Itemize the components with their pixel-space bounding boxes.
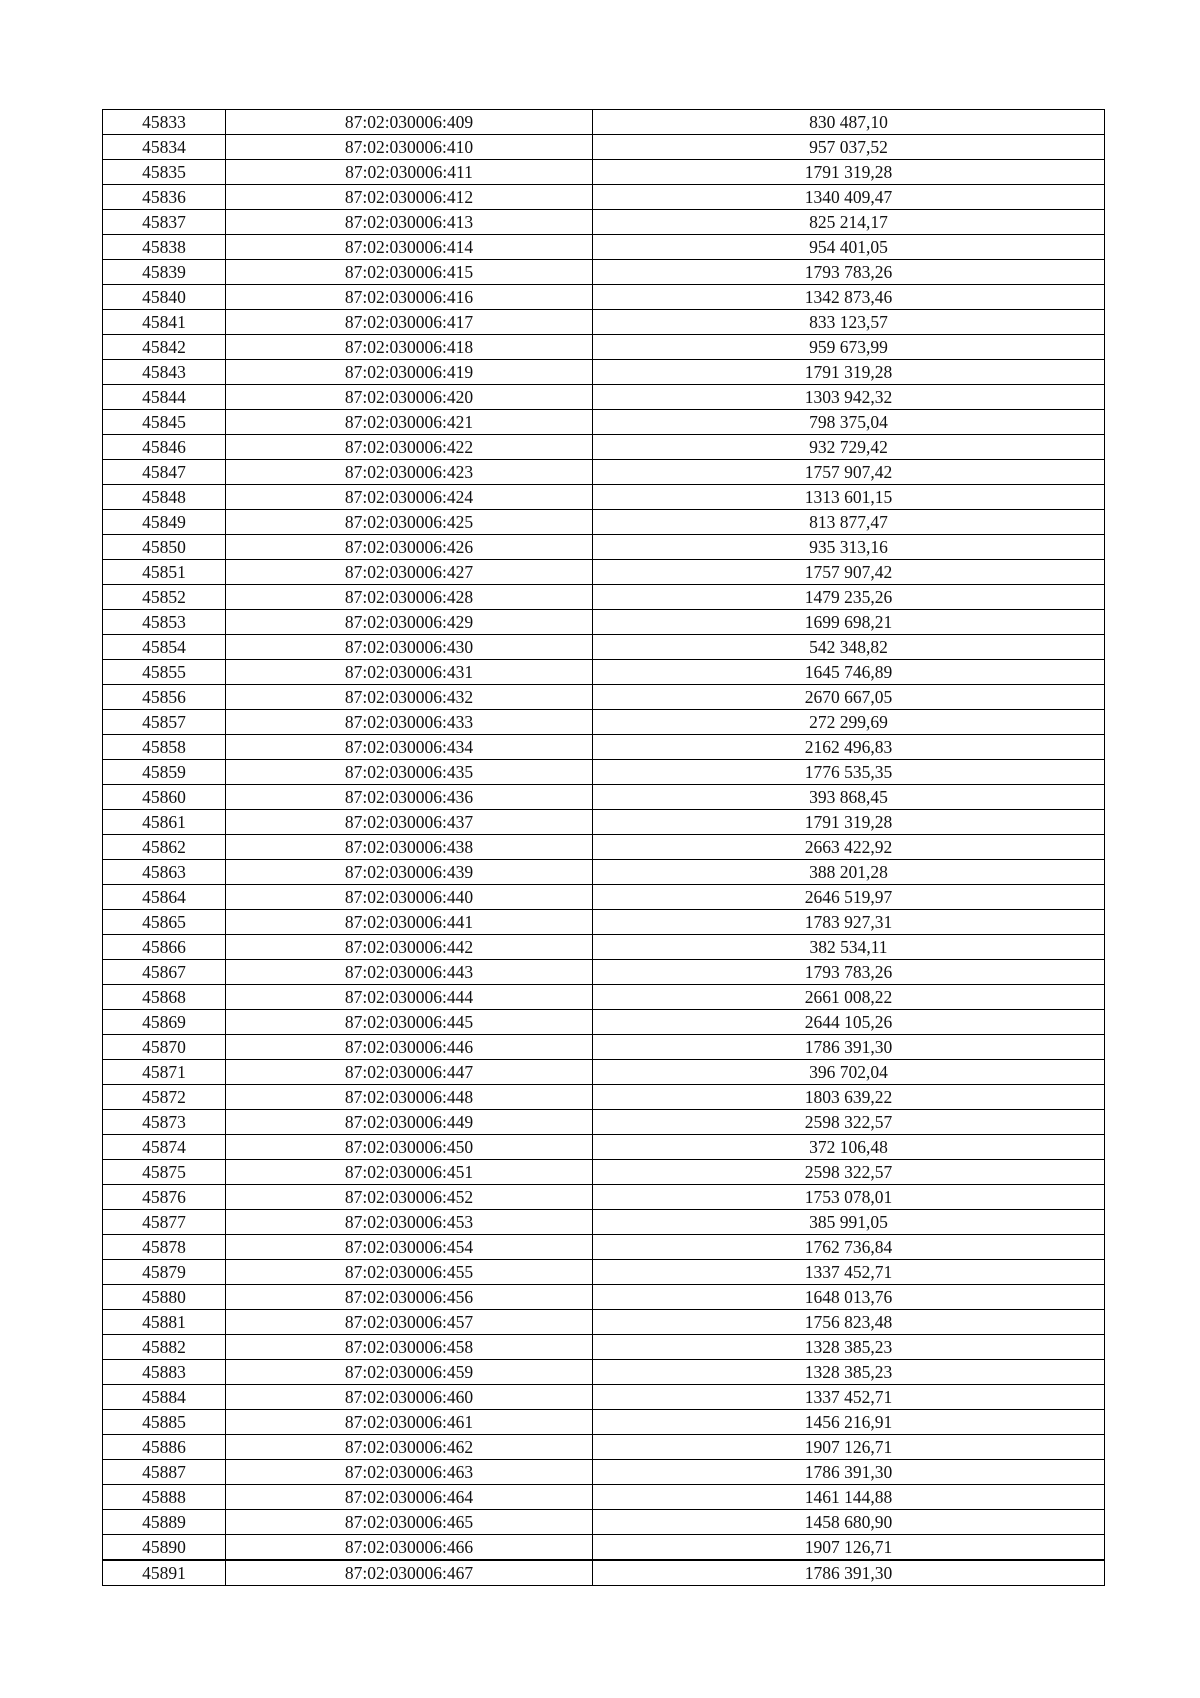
- value-cell: 1753 078,01: [593, 1185, 1105, 1210]
- cadastral-number-cell: 87:02:030006:440: [226, 885, 593, 910]
- table-row: [103, 1260, 1105, 1285]
- cadastral-number-cell: 87:02:030006:423: [226, 460, 593, 485]
- table-row: [103, 1410, 1105, 1435]
- value-cell: 1791 319,28: [593, 810, 1105, 835]
- value-cell: 1762 736,84: [593, 1235, 1105, 1260]
- cadastral-number-cell: 87:02:030006:434: [226, 735, 593, 760]
- cadastral-number-cell: 87:02:030006:461: [226, 1410, 593, 1435]
- value-cell: 1791 319,28: [593, 360, 1105, 385]
- value-cell: 2661 008,22: [593, 985, 1105, 1010]
- row-number-cell: 45861: [103, 810, 226, 835]
- value-cell: 1776 535,35: [593, 760, 1105, 785]
- row-number-cell: 45848: [103, 485, 226, 510]
- cadastral-number-cell: 87:02:030006:419: [226, 360, 593, 385]
- value-cell: 2162 496,83: [593, 735, 1105, 760]
- value-cell: 1786 391,30: [593, 1035, 1105, 1060]
- row-number-cell: 45884: [103, 1385, 226, 1410]
- table-row: [103, 985, 1105, 1010]
- table-row: [103, 1285, 1105, 1310]
- cadastral-number-cell: 87:02:030006:426: [226, 535, 593, 560]
- row-number-cell: 45853: [103, 610, 226, 635]
- table-row: [103, 1035, 1105, 1060]
- table-row: [103, 360, 1105, 385]
- table-row: [103, 1210, 1105, 1235]
- cadastral-number-cell: 87:02:030006:450: [226, 1135, 593, 1160]
- table-row: [103, 1360, 1105, 1385]
- cadastral-number-cell: 87:02:030006:430: [226, 635, 593, 660]
- table-row: [103, 1510, 1105, 1535]
- row-number-cell: 45838: [103, 235, 226, 260]
- row-number-cell: 45886: [103, 1435, 226, 1460]
- table-row: [103, 1135, 1105, 1160]
- row-number-cell: 45879: [103, 1260, 226, 1285]
- cadastral-number-cell: 87:02:030006:463: [226, 1460, 593, 1485]
- table-row: [103, 560, 1105, 585]
- value-cell: 2663 422,92: [593, 835, 1105, 860]
- table-row: [103, 1335, 1105, 1360]
- value-cell: 1337 452,71: [593, 1260, 1105, 1285]
- table-row: [103, 385, 1105, 410]
- value-cell: 1456 216,91: [593, 1410, 1105, 1435]
- table-row: [103, 210, 1105, 235]
- table-row: [103, 585, 1105, 610]
- value-cell: 1328 385,23: [593, 1360, 1105, 1385]
- table-body: [103, 110, 1105, 1586]
- value-cell: 825 214,17: [593, 210, 1105, 235]
- cadastral-number-cell: 87:02:030006:414: [226, 235, 593, 260]
- row-number-cell: 45858: [103, 735, 226, 760]
- value-cell: 1337 452,71: [593, 1385, 1105, 1410]
- cadastral-number-cell: 87:02:030006:451: [226, 1160, 593, 1185]
- table-row: [103, 310, 1105, 335]
- value-cell: 385 991,05: [593, 1210, 1105, 1235]
- row-number-cell: 45866: [103, 935, 226, 960]
- row-number-cell: 45850: [103, 535, 226, 560]
- cadastral-number-cell: 87:02:030006:452: [226, 1185, 593, 1210]
- row-number-cell: 45875: [103, 1160, 226, 1185]
- table-row: [103, 1560, 1105, 1586]
- cadastral-number-cell: 87:02:030006:456: [226, 1285, 593, 1310]
- row-number-cell: 45889: [103, 1510, 226, 1535]
- table-row: [103, 735, 1105, 760]
- value-cell: 372 106,48: [593, 1135, 1105, 1160]
- table-row: [103, 1435, 1105, 1460]
- cadastral-number-cell: 87:02:030006:425: [226, 510, 593, 535]
- table-row: [103, 1185, 1105, 1210]
- value-cell: 1340 409,47: [593, 185, 1105, 210]
- cadastral-number-cell: 87:02:030006:447: [226, 1060, 593, 1085]
- cadastral-number-cell: 87:02:030006:465: [226, 1510, 593, 1535]
- value-cell: 959 673,99: [593, 335, 1105, 360]
- cadastral-number-cell: 87:02:030006:445: [226, 1010, 593, 1035]
- row-number-cell: 45837: [103, 210, 226, 235]
- cadastral-number-cell: 87:02:030006:436: [226, 785, 593, 810]
- value-cell: 542 348,82: [593, 635, 1105, 660]
- table-row: [103, 635, 1105, 660]
- row-number-cell: 45868: [103, 985, 226, 1010]
- cadastral-number-cell: 87:02:030006:467: [226, 1560, 593, 1586]
- row-number-cell: 45854: [103, 635, 226, 660]
- cadastral-number-cell: 87:02:030006:413: [226, 210, 593, 235]
- row-number-cell: 45862: [103, 835, 226, 860]
- table-row: [103, 835, 1105, 860]
- table-row: [103, 235, 1105, 260]
- value-cell: 1786 391,30: [593, 1460, 1105, 1485]
- value-cell: 1793 783,26: [593, 960, 1105, 985]
- value-cell: 813 877,47: [593, 510, 1105, 535]
- row-number-cell: 45891: [103, 1560, 226, 1586]
- value-cell: 272 299,69: [593, 710, 1105, 735]
- row-number-cell: 45874: [103, 1135, 226, 1160]
- cadastral-number-cell: 87:02:030006:464: [226, 1485, 593, 1510]
- table-row: [103, 510, 1105, 535]
- table-row: [103, 110, 1105, 135]
- row-number-cell: 45871: [103, 1060, 226, 1085]
- value-cell: 1786 391,30: [593, 1560, 1105, 1586]
- cadastral-number-cell: 87:02:030006:420: [226, 385, 593, 410]
- table-row: [103, 960, 1105, 985]
- row-number-cell: 45880: [103, 1285, 226, 1310]
- row-number-cell: 45843: [103, 360, 226, 385]
- value-cell: 954 401,05: [593, 235, 1105, 260]
- row-number-cell: 45835: [103, 160, 226, 185]
- row-number-cell: 45860: [103, 785, 226, 810]
- cadastral-number-cell: 87:02:030006:448: [226, 1085, 593, 1110]
- cadastral-number-cell: 87:02:030006:453: [226, 1210, 593, 1235]
- value-cell: 2644 105,26: [593, 1010, 1105, 1035]
- row-number-cell: 45872: [103, 1085, 226, 1110]
- table-row: [103, 160, 1105, 185]
- value-cell: 2670 667,05: [593, 685, 1105, 710]
- table-row: [103, 1110, 1105, 1135]
- value-cell: 833 123,57: [593, 310, 1105, 335]
- value-cell: 396 702,04: [593, 1060, 1105, 1085]
- cadastral-number-cell: 87:02:030006:418: [226, 335, 593, 360]
- table-row: [103, 685, 1105, 710]
- table-row: [103, 885, 1105, 910]
- cadastral-number-cell: 87:02:030006:427: [226, 560, 593, 585]
- row-number-cell: 45845: [103, 410, 226, 435]
- row-number-cell: 45847: [103, 460, 226, 485]
- table-row: [103, 1535, 1105, 1561]
- value-cell: 1783 927,31: [593, 910, 1105, 935]
- cadastral-number-cell: 87:02:030006:444: [226, 985, 593, 1010]
- value-cell: 1479 235,26: [593, 585, 1105, 610]
- row-number-cell: 45887: [103, 1460, 226, 1485]
- value-cell: 1313 601,15: [593, 485, 1105, 510]
- row-number-cell: 45859: [103, 760, 226, 785]
- value-cell: 1699 698,21: [593, 610, 1105, 635]
- row-number-cell: 45840: [103, 285, 226, 310]
- cadastral-number-cell: 87:02:030006:428: [226, 585, 593, 610]
- row-number-cell: 45876: [103, 1185, 226, 1210]
- value-cell: 830 487,10: [593, 110, 1105, 135]
- cadastral-number-cell: 87:02:030006:442: [226, 935, 593, 960]
- row-number-cell: 45857: [103, 710, 226, 735]
- row-number-cell: 45856: [103, 685, 226, 710]
- row-number-cell: 45844: [103, 385, 226, 410]
- value-cell: 382 534,11: [593, 935, 1105, 960]
- table-row: [103, 610, 1105, 635]
- row-number-cell: 45855: [103, 660, 226, 685]
- cadastral-number-cell: 87:02:030006:459: [226, 1360, 593, 1385]
- row-number-cell: 45882: [103, 1335, 226, 1360]
- row-number-cell: 45881: [103, 1310, 226, 1335]
- value-cell: 1907 126,71: [593, 1535, 1105, 1561]
- table-row: [103, 1310, 1105, 1335]
- cadastral-number-cell: 87:02:030006:412: [226, 185, 593, 210]
- cadastral-number-cell: 87:02:030006:437: [226, 810, 593, 835]
- row-number-cell: 45878: [103, 1235, 226, 1260]
- row-number-cell: 45839: [103, 260, 226, 285]
- cadastral-number-cell: 87:02:030006:417: [226, 310, 593, 335]
- table-row: [103, 460, 1105, 485]
- table-row: [103, 485, 1105, 510]
- cadastral-number-cell: 87:02:030006:416: [226, 285, 593, 310]
- row-number-cell: 45852: [103, 585, 226, 610]
- row-number-cell: 45865: [103, 910, 226, 935]
- value-cell: 1458 680,90: [593, 1510, 1105, 1535]
- value-cell: 935 313,16: [593, 535, 1105, 560]
- table-row: [103, 1460, 1105, 1485]
- value-cell: 1645 746,89: [593, 660, 1105, 685]
- data-table: [102, 109, 1105, 1586]
- value-cell: 1803 639,22: [593, 1085, 1105, 1110]
- cadastral-number-cell: 87:02:030006:458: [226, 1335, 593, 1360]
- table-row: [103, 1385, 1105, 1410]
- cadastral-number-cell: 87:02:030006:462: [226, 1435, 593, 1460]
- cadastral-number-cell: 87:02:030006:431: [226, 660, 593, 685]
- value-cell: 1757 907,42: [593, 560, 1105, 585]
- table-row: [103, 1010, 1105, 1035]
- cadastral-number-cell: 87:02:030006:443: [226, 960, 593, 985]
- table-row: [103, 1085, 1105, 1110]
- value-cell: 1303 942,32: [593, 385, 1105, 410]
- value-cell: 932 729,42: [593, 435, 1105, 460]
- row-number-cell: 45864: [103, 885, 226, 910]
- row-number-cell: 45888: [103, 1485, 226, 1510]
- table-row: [103, 1485, 1105, 1510]
- row-number-cell: 45873: [103, 1110, 226, 1135]
- table-row: [103, 710, 1105, 735]
- table-row: [103, 410, 1105, 435]
- cadastral-number-cell: 87:02:030006:432: [226, 685, 593, 710]
- value-cell: 1757 907,42: [593, 460, 1105, 485]
- row-number-cell: 45836: [103, 185, 226, 210]
- table-row: [103, 535, 1105, 560]
- table-row: [103, 1160, 1105, 1185]
- cadastral-number-cell: 87:02:030006:421: [226, 410, 593, 435]
- value-cell: 957 037,52: [593, 135, 1105, 160]
- cadastral-number-cell: 87:02:030006:410: [226, 135, 593, 160]
- row-number-cell: 45849: [103, 510, 226, 535]
- cadastral-number-cell: 87:02:030006:438: [226, 835, 593, 860]
- cadastral-number-cell: 87:02:030006:422: [226, 435, 593, 460]
- row-number-cell: 45885: [103, 1410, 226, 1435]
- cadastral-number-cell: 87:02:030006:449: [226, 1110, 593, 1135]
- table-row: [103, 260, 1105, 285]
- value-cell: 798 375,04: [593, 410, 1105, 435]
- table-row: [103, 135, 1105, 160]
- value-cell: 1793 783,26: [593, 260, 1105, 285]
- table-row: [103, 185, 1105, 210]
- row-number-cell: 45834: [103, 135, 226, 160]
- row-number-cell: 45870: [103, 1035, 226, 1060]
- row-number-cell: 45869: [103, 1010, 226, 1035]
- table-row: [103, 1235, 1105, 1260]
- row-number-cell: 45867: [103, 960, 226, 985]
- value-cell: 393 868,45: [593, 785, 1105, 810]
- cadastral-number-cell: 87:02:030006:455: [226, 1260, 593, 1285]
- row-number-cell: 45841: [103, 310, 226, 335]
- table-row: [103, 1060, 1105, 1085]
- table-row: [103, 785, 1105, 810]
- table-row: [103, 660, 1105, 685]
- value-cell: 1791 319,28: [593, 160, 1105, 185]
- table-row: [103, 335, 1105, 360]
- row-number-cell: 45863: [103, 860, 226, 885]
- table-row: [103, 810, 1105, 835]
- row-number-cell: 45883: [103, 1360, 226, 1385]
- value-cell: 388 201,28: [593, 860, 1105, 885]
- table-row: [103, 910, 1105, 935]
- value-cell: 1328 385,23: [593, 1335, 1105, 1360]
- cadastral-number-cell: 87:02:030006:411: [226, 160, 593, 185]
- value-cell: 1756 823,48: [593, 1310, 1105, 1335]
- value-cell: 1461 144,88: [593, 1485, 1105, 1510]
- row-number-cell: 45842: [103, 335, 226, 360]
- table-row: [103, 285, 1105, 310]
- cadastral-number-cell: 87:02:030006:439: [226, 860, 593, 885]
- value-cell: 2646 519,97: [593, 885, 1105, 910]
- cadastral-number-cell: 87:02:030006:435: [226, 760, 593, 785]
- cadastral-number-cell: 87:02:030006:415: [226, 260, 593, 285]
- value-cell: 2598 322,57: [593, 1160, 1105, 1185]
- table-row: [103, 760, 1105, 785]
- row-number-cell: 45877: [103, 1210, 226, 1235]
- cadastral-number-cell: 87:02:030006:424: [226, 485, 593, 510]
- row-number-cell: 45890: [103, 1535, 226, 1561]
- table-row: [103, 860, 1105, 885]
- value-cell: 1907 126,71: [593, 1435, 1105, 1460]
- cadastral-number-cell: 87:02:030006:457: [226, 1310, 593, 1335]
- cadastral-number-cell: 87:02:030006:409: [226, 110, 593, 135]
- value-cell: 1648 013,76: [593, 1285, 1105, 1310]
- row-number-cell: 45833: [103, 110, 226, 135]
- cadastral-number-cell: 87:02:030006:429: [226, 610, 593, 635]
- table-row: [103, 435, 1105, 460]
- value-cell: 1342 873,46: [593, 285, 1105, 310]
- row-number-cell: 45851: [103, 560, 226, 585]
- cadastral-number-cell: 87:02:030006:460: [226, 1385, 593, 1410]
- cadastral-number-cell: 87:02:030006:446: [226, 1035, 593, 1060]
- value-cell: 2598 322,57: [593, 1110, 1105, 1135]
- cadastral-number-cell: 87:02:030006:441: [226, 910, 593, 935]
- cadastral-number-cell: 87:02:030006:454: [226, 1235, 593, 1260]
- table-row: [103, 935, 1105, 960]
- cadastral-number-cell: 87:02:030006:466: [226, 1535, 593, 1561]
- cadastral-number-cell: 87:02:030006:433: [226, 710, 593, 735]
- row-number-cell: 45846: [103, 435, 226, 460]
